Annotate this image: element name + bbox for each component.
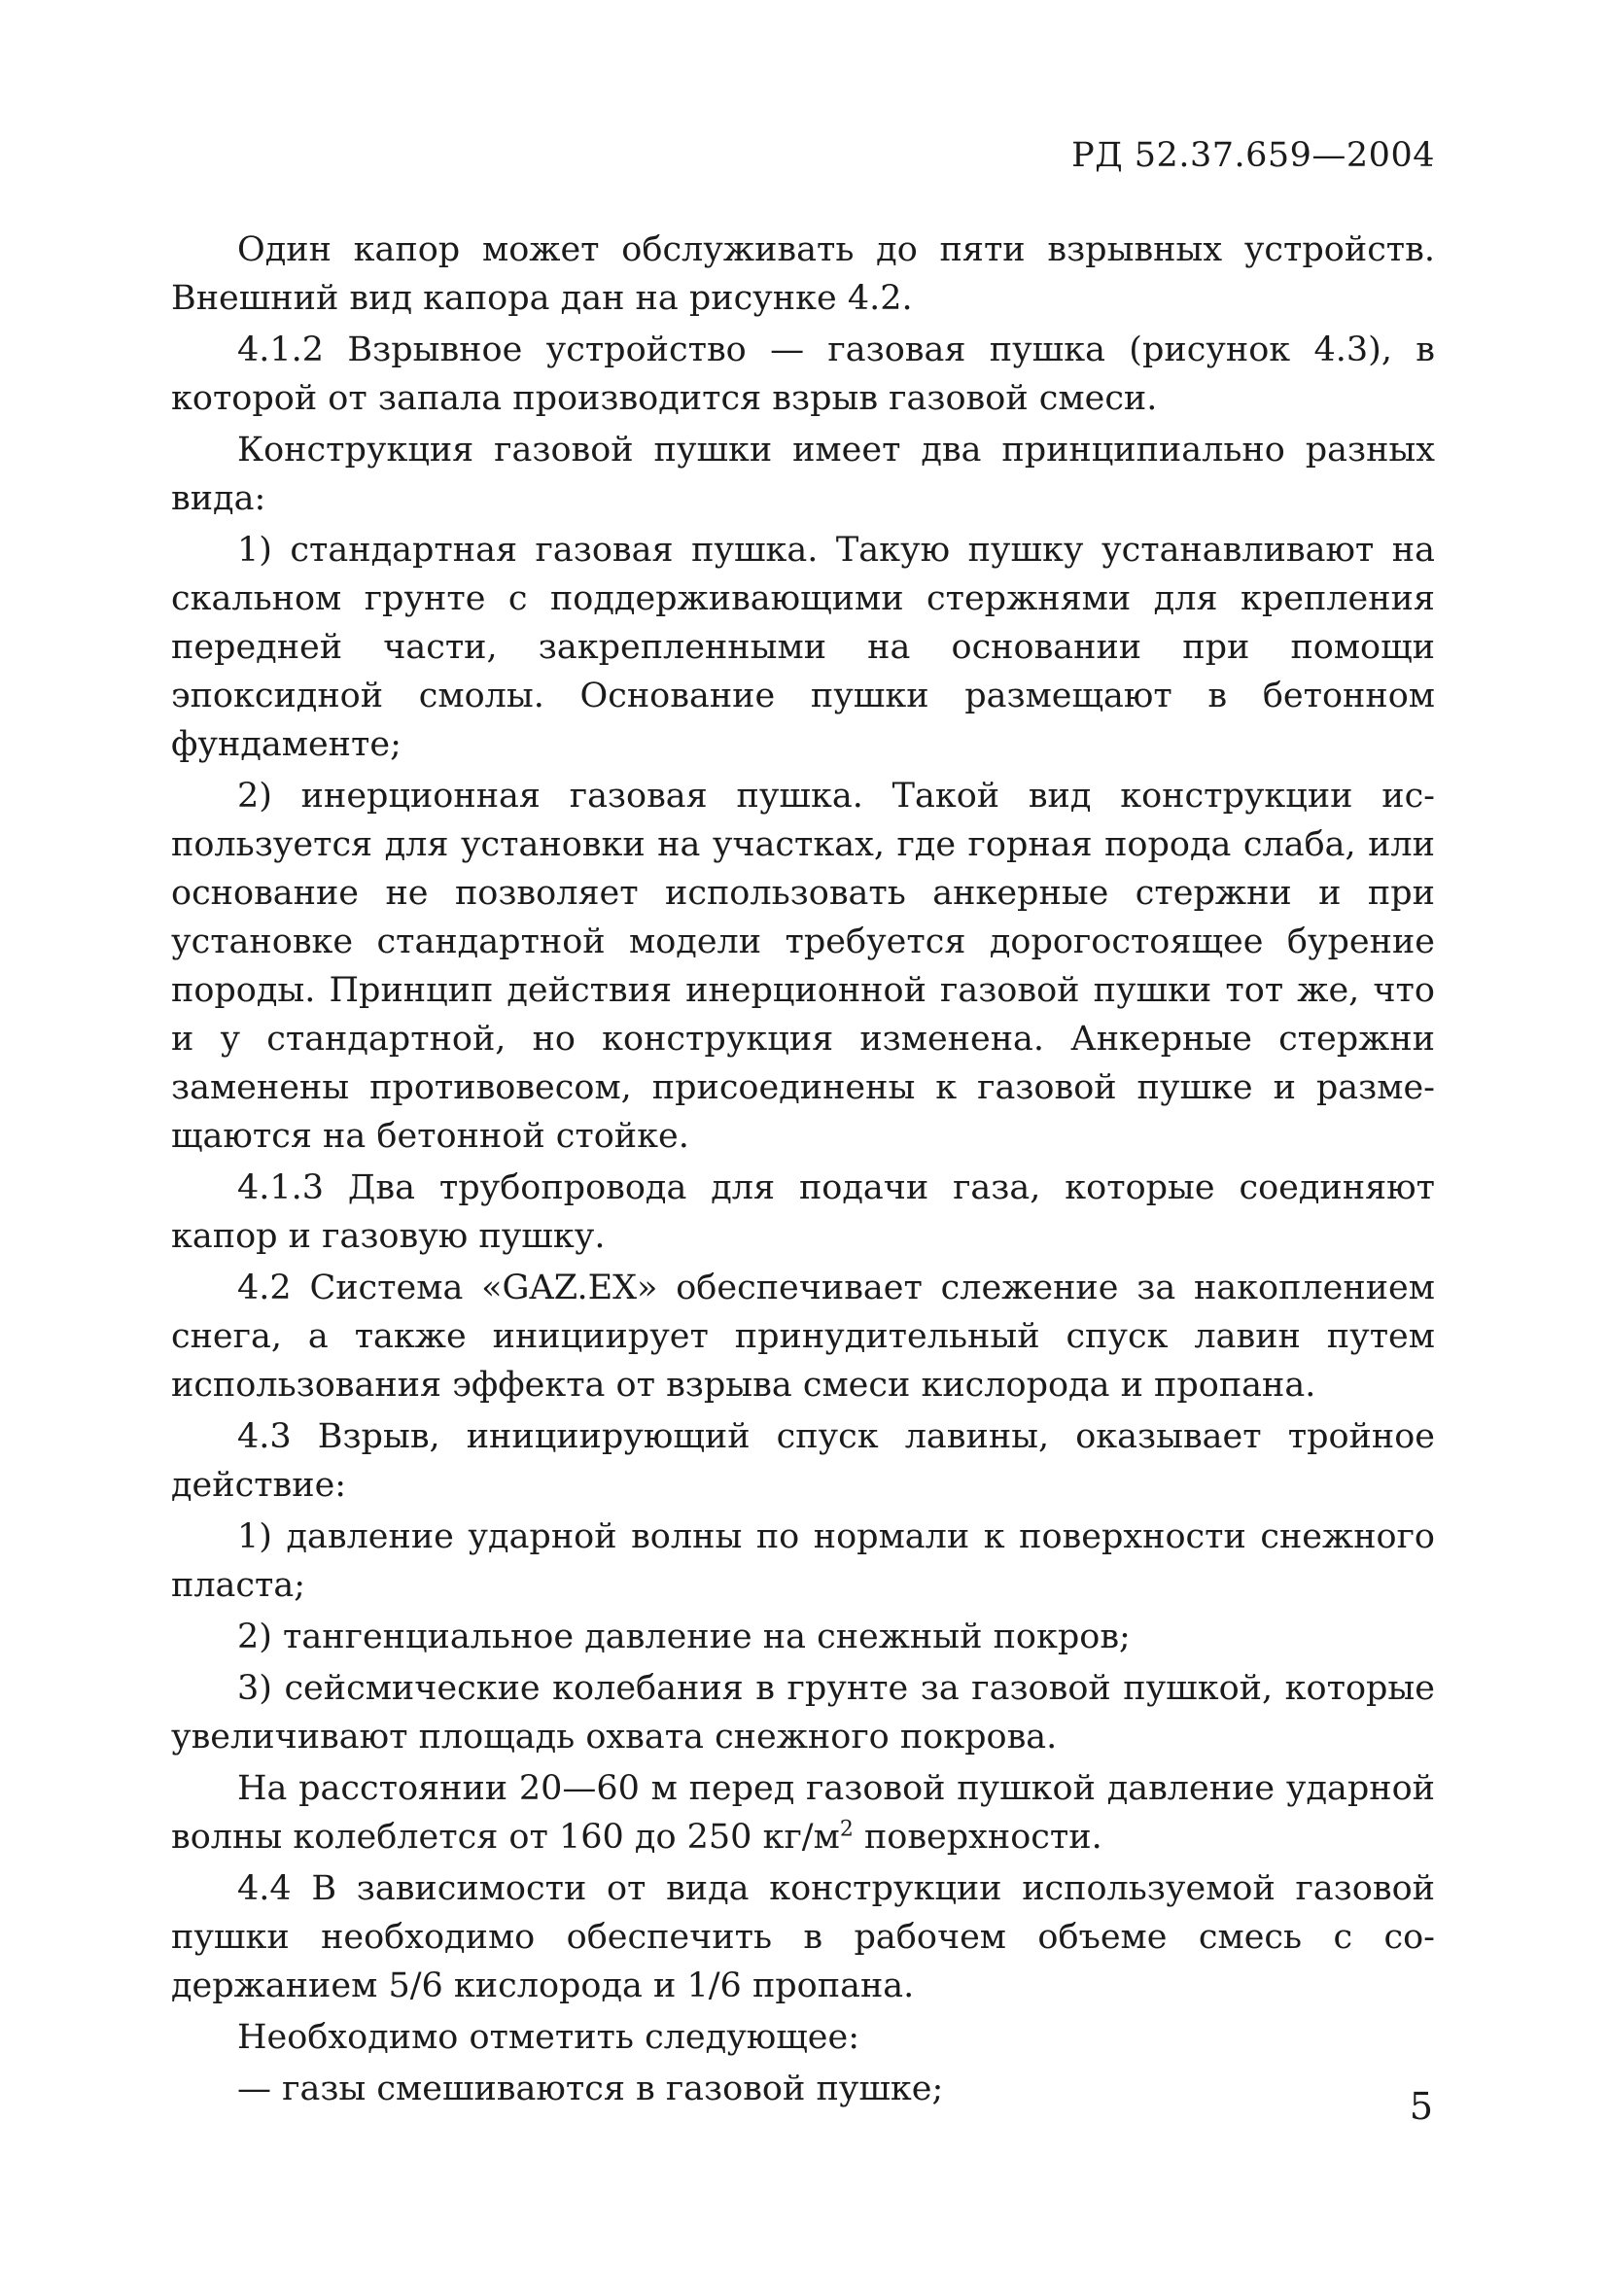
paragraph: 4.4 В зависимости от вида конструкции используемой газовой пушки необходимо обеспечить в рабочем объеме смесь с содержанием 5/6 кислорода и 1/6 пропана. bbox=[171, 1869, 1435, 2005]
pressure-paragraph bbox=[171, 1764, 1435, 1861]
paragraph: 4.1.2 Взрывное устройство — газовая пушка (рисунок 4.3), в которой от запала производится взрыв газовой смеси. bbox=[171, 330, 1435, 418]
document-code-header: РД 52.37.659—2004 bbox=[1071, 136, 1435, 175]
page-body bbox=[171, 226, 1435, 2116]
superscript-exponent: 2 bbox=[839, 1817, 854, 1842]
list-item: — газы смешиваются в газовой пушке; bbox=[237, 2070, 944, 2108]
paragraph: 4.1.3 Два трубопровода для подачи газа, которые соединяют капор и газовую пушку. bbox=[171, 1168, 1435, 1256]
paragraph: Конструкция газовой пушки имеет два принципиально разных вида: bbox=[171, 431, 1435, 518]
page-number: 5 bbox=[1409, 2085, 1433, 2128]
list-item: 2) тангенциальное давление на снежный покров; bbox=[237, 1618, 1131, 1656]
paragraph: 4.2 Система «GAZ.EX» обеспечивает слежение за накоплением снега, а также инициирует принудительный спуск лавин путем использования эффекта от взрыва смеси кислорода и пропана. bbox=[171, 1269, 1435, 1405]
paragraph: Необходимо отметить следующее: bbox=[237, 2018, 860, 2057]
pressure-text-tail: поверхности. bbox=[853, 1818, 1102, 1857]
pressure-text: На расстоянии 20—60 м перед газовой пушкой давление ударной волны колеблется от 160 до 250 кг/м bbox=[171, 1769, 1435, 1857]
list-item: 2) инерционная газовая пушка. Такой вид конструкции используется для установки на участках, где горная порода слаба, или основание не позволяет использовать анкерные стержни и при установке стандартной модели требуется дорогостоящее бурение породы. Принцип действия инерционной газовой пушки тот же, что и у стандартной, но конструкция изменена. Анкерные стержни заменены противовесом, присоединены к газовой пушке и размещаются на бетонной стойке. bbox=[171, 777, 1435, 1156]
list-item: 1) стандартная газовая пушка. Такую пушку устанавливают на скальном грунте с поддерживающими стержнями для крепления передней части, закрепленными на основании при помощи эпоксидной смолы. Основание пушки размещают в бетонном фундаменте; bbox=[171, 531, 1435, 764]
list-item: 1) давление ударной волны по нормали к поверхности снежного пласта; bbox=[171, 1517, 1435, 1605]
list-item: 3) сейсмические колебания в грунте за газовой пушкой, которые увеличивают площадь охвата снежного покрова. bbox=[171, 1669, 1435, 1757]
paragraph: Один капор может обслуживать до пяти взрывных устройств. Внешний вид капора дан на рисунке 4.2. bbox=[171, 230, 1435, 318]
paragraph: 4.3 Взрыв, инициирующий спуск лавины, оказывает тройное действие: bbox=[171, 1417, 1435, 1505]
